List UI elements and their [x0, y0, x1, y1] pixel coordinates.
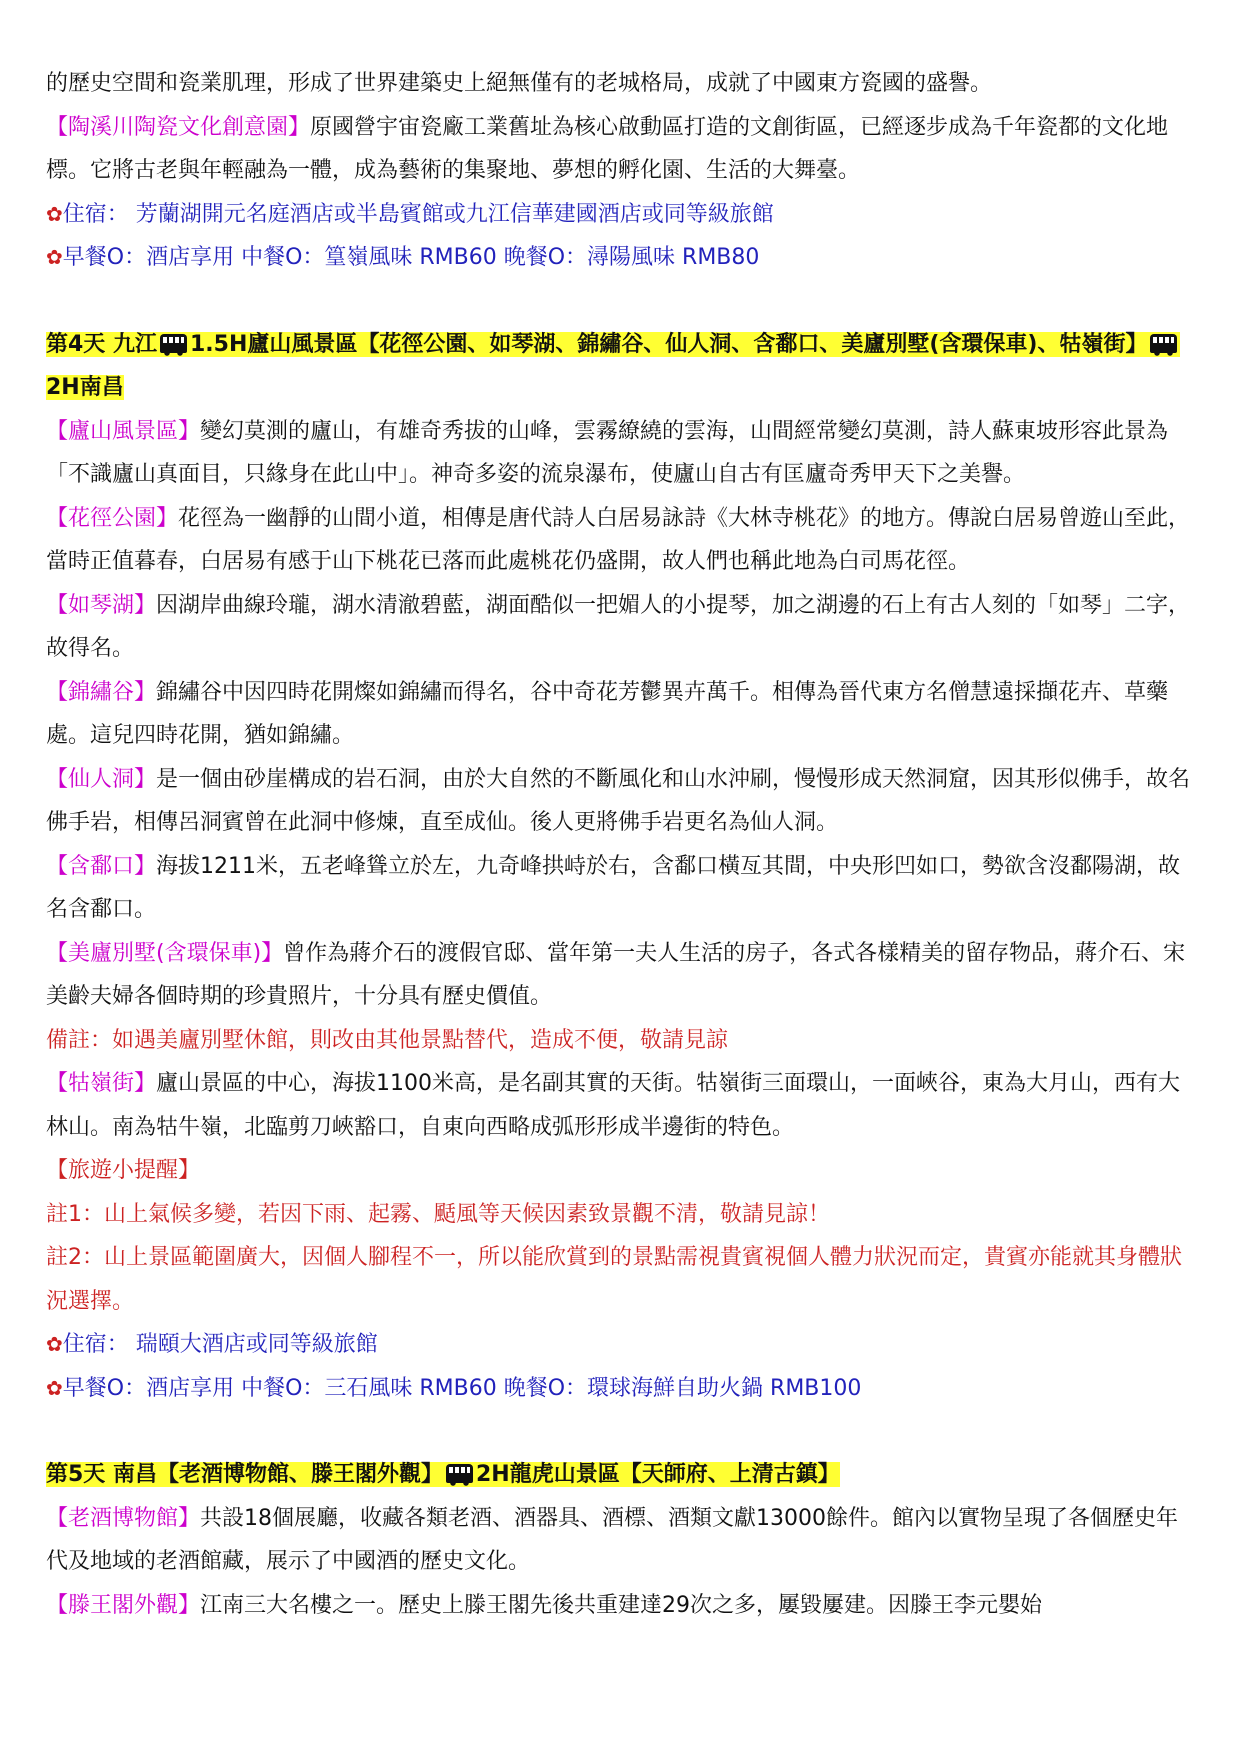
- section-title: 【廬山風景區】: [46, 418, 201, 444]
- xianren-paragraph: 【仙人洞】是一個由砂崖構成的岩石洞，由於大自然的不斷風化和山水沖刷，慢慢形成天然洞窟，因其形似佛手，故名佛手岩，相傳呂洞賓曾在此洞中修煉，直至成仙。後人更將佛手岩更名為仙人洞。: [46, 766, 1191, 835]
- section-title: 【美廬別墅(含環保車)】: [46, 940, 284, 966]
- laojiu-paragraph: 【老酒博物館】共設18個展廳，收藏各類老酒、酒器具、酒標、酒類文獻13000餘件。館內以實物呈現了各個歷史年代及地域的老酒館藏，展示了中國酒的歷史文化。: [46, 1505, 1178, 1574]
- section-text: 原國營宇宙瓷廠工業舊址為核心啟動區打造的文創街區，已經逐步成為千年瓷都的文化地標。它將古老與年輕融為一體，成為藝術的集聚地、夢想的孵化園、生活的大舞臺。: [46, 114, 1169, 183]
- flower-icon: ✿: [46, 245, 63, 269]
- taoxichuan-paragraph: [46, 106, 1196, 193]
- spacer: [46, 280, 1196, 323]
- section-title: 【如琴湖】: [46, 592, 157, 618]
- lushan-paragraph: 【廬山風景區】變幻莫測的廬山，有雄奇秀拔的山峰，雲霧繚繞的雲海，山間經常變幻莫測，詩人蘇東坡形容此景為「不識廬山真面目，只緣身在此山中」。神奇多姿的流泉瀑布，使廬山自古有匡廬奇秀甲天下之美譽。: [46, 418, 1169, 487]
- day4-accommodation: ✿住宿： 瑞頤大酒店或同等級旅館: [46, 1332, 378, 1357]
- section-title: 【牯嶺街】: [46, 1071, 157, 1096]
- section-title: 【錦繡谷】: [46, 679, 157, 705]
- spacer: [46, 1410, 1196, 1453]
- meilu-paragraph: 【美廬別墅(含環保車)】曾作為蔣介石的渡假官邸、當年第一夫人生活的房子，各式各樣精美的留存物品，蔣介石、宋美齡夫婦各個時期的珍貴照片，十分具有歷史價值。: [46, 940, 1186, 1009]
- ruqin-paragraph: 【如琴湖】因湖岸曲線玲瓏，湖水清澈碧藍，湖面酷似一把媚人的小提琴，加之湖邊的石上有古人刻的「如琴」二字，故得名。: [46, 592, 1191, 661]
- day4-meals: ✿早餐O：酒店享用 中餐O：三石風味 RMB60 晚餐O：環球海鮮自助火鍋 RMB100: [46, 1375, 862, 1401]
- tip-1: 註1：山上氣候多變，若因下雨、起霧、颳風等天候因素致景觀不清，敬請見諒！: [46, 1201, 830, 1227]
- flower-icon: ✿: [46, 201, 63, 226]
- bus-icon: [1150, 334, 1177, 353]
- flower-icon: ✿: [46, 1375, 63, 1400]
- section-title: 【花徑公園】: [46, 505, 179, 531]
- day3-meals: ✿早餐O：酒店享用 中餐O：篁嶺風味 RMB60 晚餐O：潯陽風味 RMB80: [46, 245, 760, 270]
- day3-accommodation: ✿住宿： 芳蘭湖開元名庭酒店或半島賓館或九江信華建國酒店或同等級旅館: [46, 201, 774, 227]
- tip-2: 註2：山上景區範圍廣大，因個人腳程不一，所以能欣賞到的景點需視貴賓視個人體力狀況而定，貴賓亦能就其身體狀況選擇。: [46, 1245, 1183, 1314]
- tengwang-paragraph: 【滕王閣外觀】江南三大名樓之一。歷史上滕王閣先後共重建達29次之多，屢毀屢建。因滕王李元嬰始: [46, 1592, 1043, 1618]
- itinerary-page: [46, 62, 1196, 1627]
- intro-end-paragraph: 的歷史空間和瓷業肌理，形成了世界建築史上絕無僅有的老城格局，成就了中國東方瓷國的盛譽。: [46, 71, 993, 96]
- day5-header: 第5天 南昌【老酒博物館、滕王閣外觀】 2H龍虎山景區【天師府、上清古鎮】: [46, 1462, 840, 1487]
- flower-icon: ✿: [46, 1332, 63, 1356]
- section-title: 【陶溪川陶瓷文化創意園】: [46, 114, 311, 140]
- hanpo-paragraph: 【含鄱口】海拔1211米，五老峰聳立於左，九奇峰拱峙於右，含鄱口橫亙其間，中央形凹如口，勢欲含沒鄱陽湖，故名含鄱口。: [46, 853, 1181, 922]
- jinxiu-paragraph: 【錦繡谷】錦繡谷中因四時花開燦如錦繡而得名，谷中奇花芳鬱異卉萬千。相傳為晉代東方名僧慧遠採擷花卉、草藥處。這兒四時花開，猶如錦繡。: [46, 679, 1169, 748]
- section-title: 【含鄱口】: [46, 853, 157, 879]
- section-title: 【仙人洞】: [46, 766, 157, 792]
- huajing-paragraph: 【花徑公園】花徑為一幽靜的山間小道，相傳是唐代詩人白居易詠詩《大林寺桃花》的地方。傳說白居易曾遊山至此，當時正值暮春，白居易有感于山下桃花已落而此處桃花仍盛開，故人們也稱此地為白司馬花徑。: [46, 505, 1191, 574]
- day4-header: 第4天 九江 1.5H廬山風景區【花徑公園、如琴湖、錦繡谷、仙人洞、含鄱口、美廬別墅(含環保車)、牯嶺街】2H南昌: [46, 323, 1196, 410]
- meilu-note: 備註：如遇美廬別墅休館，則改由其他景點替代，造成不便，敬請見諒: [46, 1027, 729, 1053]
- bus-icon: [160, 334, 187, 353]
- section-title: 【老酒博物館】: [46, 1505, 201, 1531]
- bus-icon: [446, 1464, 473, 1483]
- section-title: 【滕王閣外觀】: [46, 1592, 201, 1618]
- guling-paragraph: 【牯嶺街】廬山景區的中心，海拔1100米高，是名副其實的天街。牯嶺街三面環山，一面峽谷，東為大月山，西有大林山。南為牯牛嶺，北臨剪刀峽豁口，自東向西略成弧形形成半邊街的特色。: [46, 1071, 1181, 1140]
- tips-title: 【旅遊小提醒】: [46, 1158, 201, 1183]
